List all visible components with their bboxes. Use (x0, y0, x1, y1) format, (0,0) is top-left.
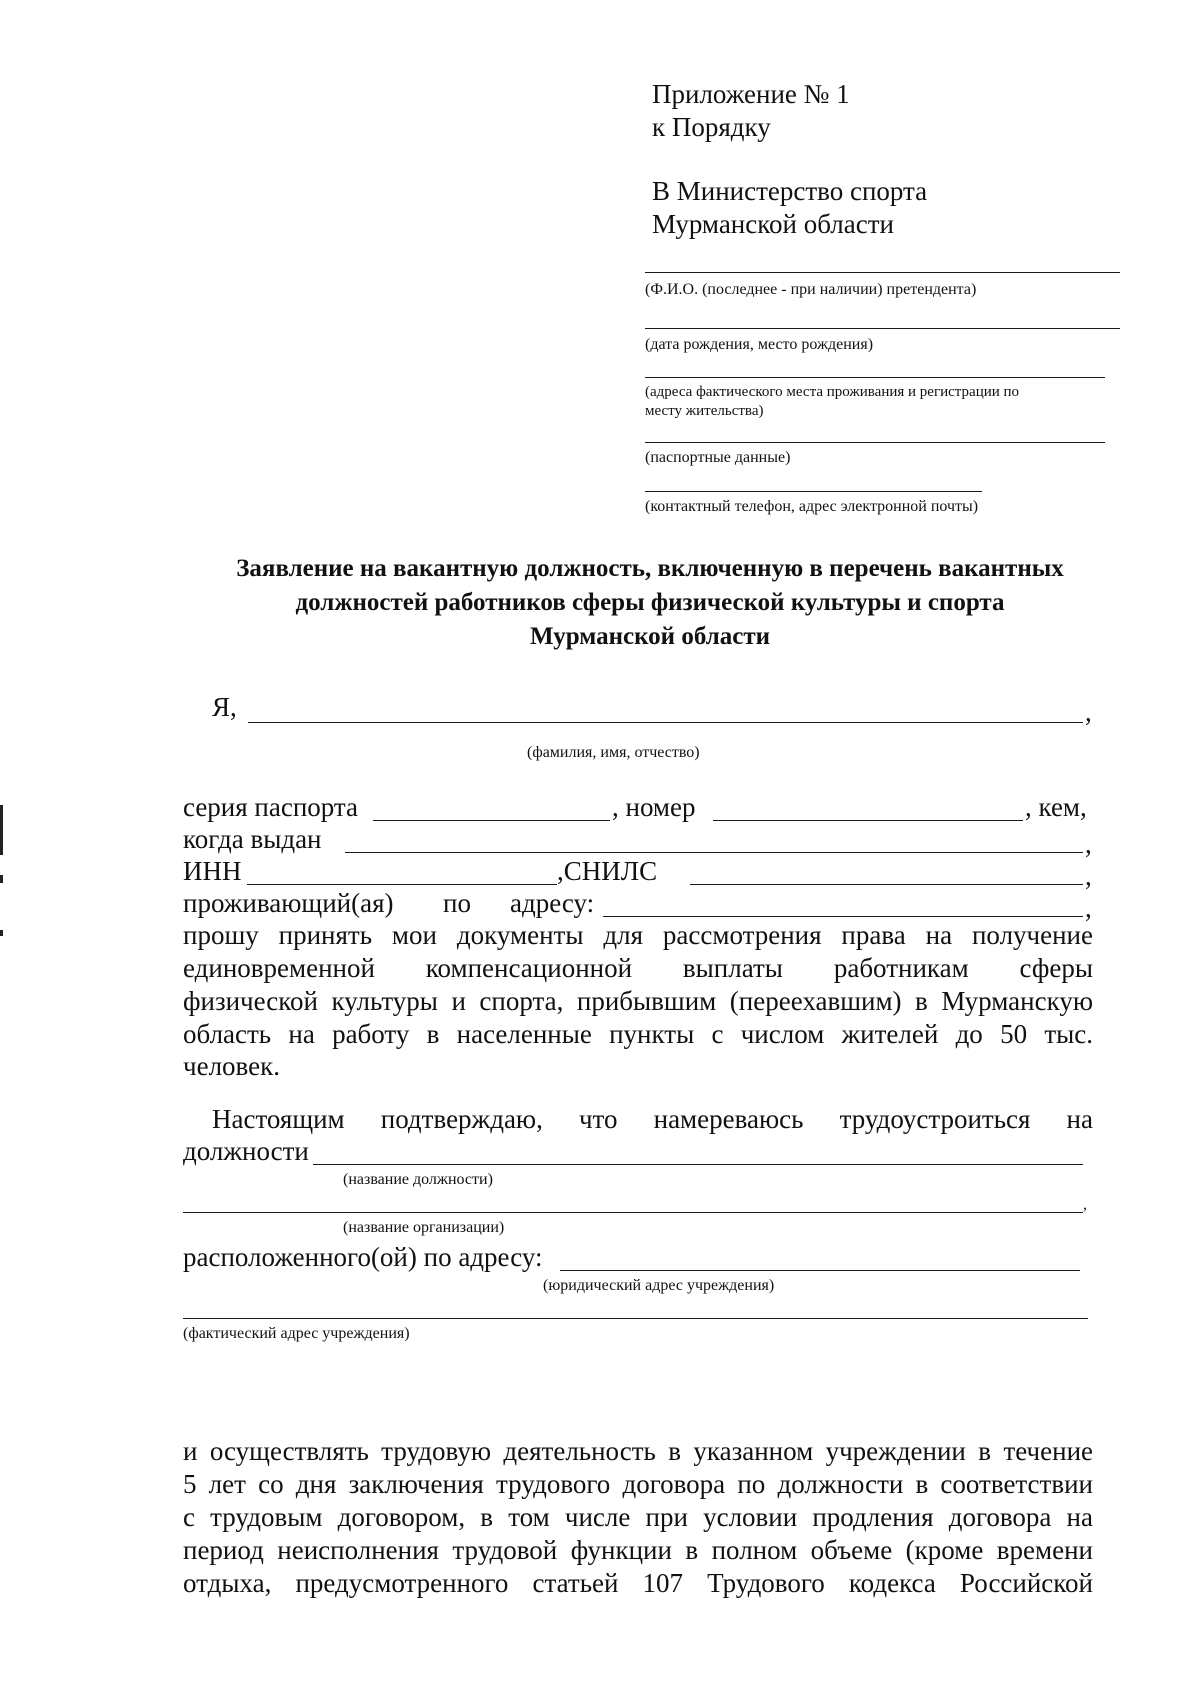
applicant-name-hint: (фамилия, имя, отчество) (527, 744, 700, 761)
fio-hint: (Ф.И.О. (последнее - при наличии) претендента) (645, 281, 977, 298)
applicant-name-field[interactable] (248, 722, 1083, 723)
snils-comma: , (1085, 861, 1092, 891)
passport-series-field[interactable] (373, 820, 610, 821)
issued-by-label: , кем, (1025, 792, 1087, 822)
legal-address-hint: (юридический адрес учреждения) (543, 1277, 775, 1294)
appendix-reference: к Порядку (652, 112, 771, 142)
legal-address-field[interactable] (560, 1270, 1080, 1271)
obligation-line-2: 5 лет со дня заключения трудового договора по должности в соответствии (183, 1469, 1093, 1499)
scan-edge-mark (0, 875, 3, 883)
fio-field[interactable] (645, 272, 1120, 273)
organization-hint: (название организации) (343, 1219, 505, 1236)
request-line-4: область на работу в населенные пункты с числом жителей до 50 тыс. (183, 1019, 1093, 1049)
residing-at-label: по (443, 888, 471, 918)
obligation-line-4: период неисполнения трудовой функции в полном объеме (кроме времени (183, 1535, 1093, 1565)
passport-number-field[interactable] (713, 820, 1023, 821)
obligation-line-5: отдыха, предусмотренного статьей 107 Трудового кодекса Российской (183, 1568, 1093, 1598)
recipient-line-1: В Министерство спорта (652, 176, 928, 206)
ya-label: Я, (212, 692, 237, 722)
position-field[interactable] (313, 1164, 1083, 1165)
inn-label: ИНН (183, 856, 242, 886)
located-label: расположенного(ой) по адресу: (183, 1242, 543, 1272)
scan-edge-mark (0, 930, 3, 936)
passport-data-hint: (паспортные данные) (645, 449, 791, 466)
actual-address-field[interactable] (183, 1318, 1088, 1319)
address-hint-1: (адреса фактического места проживания и регистрации по (645, 384, 1020, 400)
title-line-2: должностей работников сферы физической культуры и спорта (295, 589, 1005, 616)
snils-label: ,СНИЛС (557, 856, 658, 886)
residing-address-field[interactable] (603, 916, 1083, 917)
obligation-line-3: с трудовым договором, в том числе при условии продления договора на (183, 1502, 1093, 1532)
document-title (160, 552, 1140, 654)
residing-label: проживающий(ая) (183, 888, 394, 918)
scan-edge-mark (0, 805, 3, 855)
birth-field[interactable] (645, 328, 1120, 329)
birth-hint: (дата рождения, место рождения) (645, 336, 874, 353)
appendix-number: Приложение № 1 (652, 79, 850, 109)
ya-comma: , (1085, 697, 1092, 727)
obligation-line-1: и осуществлять трудовую деятельность в указанном учреждении в течение (183, 1436, 1093, 1466)
snils-field[interactable] (690, 884, 1083, 885)
passport-data-field[interactable] (645, 442, 1105, 443)
organization-comma: , (1083, 1196, 1087, 1213)
passport-number-label: , номер (612, 792, 696, 822)
request-line-2: единовременной компенсационной выплаты работникам сферы (183, 953, 1093, 983)
position-hint: (название должности) (343, 1171, 493, 1188)
issued-when-label: когда выдан (183, 824, 322, 854)
residing-comma: , (1085, 893, 1092, 923)
inn-field[interactable] (247, 884, 557, 885)
title-line-3: Мурманской области (529, 623, 771, 650)
actual-address-hint: (фактический адрес учреждения) (183, 1325, 410, 1342)
address-hint-2: месту жительства) (645, 403, 764, 419)
contact-field[interactable] (645, 491, 982, 492)
confirmation-line-1: Настоящим подтверждаю, что намереваюсь трудоустроиться на (212, 1104, 1093, 1134)
title-line-1: Заявление на вакантную должность, включенную в перечень вакантных (236, 555, 1064, 582)
residing-address-label: адресу: (510, 888, 595, 918)
issued-when-comma: , (1085, 829, 1092, 859)
issued-when-field[interactable] (345, 852, 1083, 853)
position-label: должности (183, 1136, 309, 1166)
recipient-line-2: Мурманской области (652, 209, 894, 239)
organization-field[interactable] (183, 1212, 1083, 1213)
request-line-1: прошу принять мои документы для рассмотрения права на получение (183, 920, 1093, 950)
passport-series-label: серия паспорта (183, 792, 359, 822)
request-line-3: физической культуры и спорта, прибывшим (переехавшим) в Мурманскую (183, 986, 1093, 1016)
contact-hint: (контактный телефон, адрес электронной почты) (645, 498, 979, 515)
address-field[interactable] (645, 377, 1105, 378)
request-line-5: человек. (183, 1051, 280, 1081)
